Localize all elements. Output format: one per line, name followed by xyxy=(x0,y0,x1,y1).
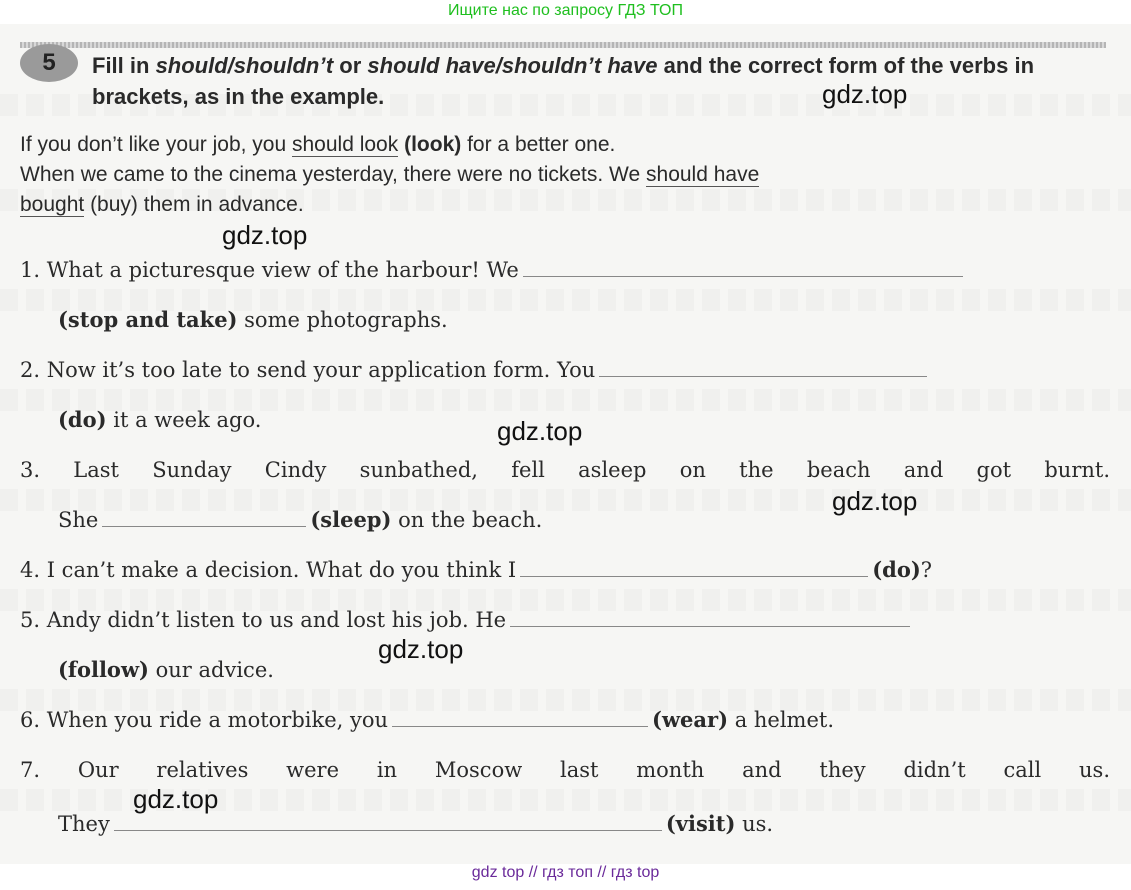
item-text: a helmet. xyxy=(728,708,835,732)
item-7-cont xyxy=(58,809,1131,839)
item-text: ? xyxy=(920,558,933,582)
instruction-text: should/shouldn’t xyxy=(155,53,334,78)
item-text: 1. What a picturesque view of the harbour! We xyxy=(20,258,519,282)
example-text: for a better one. xyxy=(461,133,616,156)
answer-blank[interactable] xyxy=(114,830,662,831)
example-2-cont xyxy=(20,190,1110,220)
example-answer: should have xyxy=(646,163,760,186)
item-1-cont xyxy=(58,305,1131,335)
instruction-text: and the correct form of the verbs in brackets, as in the example. xyxy=(92,53,1035,109)
bottom-banner[interactable]: gdz top // гдз топ // гдз top xyxy=(471,864,660,881)
watermark: gdz.top xyxy=(378,634,464,664)
item-text: 2. Now it’s too late to send your application form. You xyxy=(20,358,596,382)
item-text: it a week ago. xyxy=(106,408,262,432)
top-banner[interactable]: Ищите нас по запросу ГДЗ ТОП xyxy=(448,2,683,19)
watermark: gdz.top xyxy=(133,784,219,814)
watermark: gdz.top xyxy=(497,416,583,446)
item-verb: (visit) xyxy=(665,811,736,836)
item-verb: (do) xyxy=(872,557,921,582)
example-text: If you don’t like your job, you xyxy=(20,133,292,156)
watermark: gdz.top xyxy=(822,79,908,109)
item-verb: (follow) xyxy=(58,657,149,682)
item-1 xyxy=(20,255,1110,285)
instruction-text: Fill in xyxy=(92,53,156,78)
watermark: gdz.top xyxy=(222,220,308,250)
item-2 xyxy=(20,355,1110,385)
exercise-instruction xyxy=(92,50,1108,112)
item-2-cont xyxy=(58,405,1131,435)
answer-blank[interactable] xyxy=(392,726,648,727)
textbook-page xyxy=(0,24,1131,864)
example-text: When we came to the cinema yesterday, there were no tickets. We xyxy=(20,163,647,186)
item-3-cont xyxy=(58,505,1131,535)
item-verb: (stop and take) xyxy=(58,307,238,332)
example-text: (buy) them in advance. xyxy=(84,193,304,216)
answer-blank[interactable] xyxy=(520,576,868,577)
item-verb: (sleep) xyxy=(310,507,392,532)
item-text: 6. When you ride a motorbike, you xyxy=(20,708,389,732)
example-2 xyxy=(20,160,1110,190)
item-6 xyxy=(20,705,1110,735)
answer-blank[interactable] xyxy=(102,526,306,527)
item-text: our advice. xyxy=(148,658,274,682)
answer-blank[interactable] xyxy=(523,276,963,277)
header-rule xyxy=(20,42,1106,48)
item-text: on the beach. xyxy=(391,508,543,532)
item-text: She xyxy=(58,508,99,532)
example-verb: (look) xyxy=(404,133,462,156)
example-answer: should look xyxy=(292,133,399,156)
item-text: 5. Andy didn’t listen to us and lost his job. He xyxy=(20,608,507,632)
item-7 xyxy=(20,755,1110,785)
exercise-number-badge xyxy=(20,44,78,82)
item-text: some photographs. xyxy=(237,308,448,332)
instruction-text: should have/shouldn’t have xyxy=(367,53,658,78)
item-verb: (wear) xyxy=(652,707,729,732)
item-4 xyxy=(20,555,1110,585)
item-text: 7. Our relatives were in Moscow last month and they didn’t call us. xyxy=(20,758,1110,782)
instruction-text: or xyxy=(333,53,368,78)
item-text: us. xyxy=(735,812,774,836)
exercise-number: 5 xyxy=(42,49,56,76)
watermark: gdz.top xyxy=(832,486,918,516)
item-text: 4. I can’t make a decision. What do you think I xyxy=(20,558,517,582)
item-5 xyxy=(20,605,1110,635)
item-text: They xyxy=(58,812,110,836)
example-1 xyxy=(20,130,1110,160)
answer-blank[interactable] xyxy=(510,626,910,627)
item-verb: (do) xyxy=(58,407,107,432)
item-5-cont xyxy=(58,655,1131,685)
item-3 xyxy=(20,455,1110,485)
item-text: 3. Last Sunday Cindy sunbathed, fell asleep on the beach and got burnt. xyxy=(20,458,1110,482)
example-answer: bought xyxy=(20,193,85,216)
answer-blank[interactable] xyxy=(599,376,927,377)
